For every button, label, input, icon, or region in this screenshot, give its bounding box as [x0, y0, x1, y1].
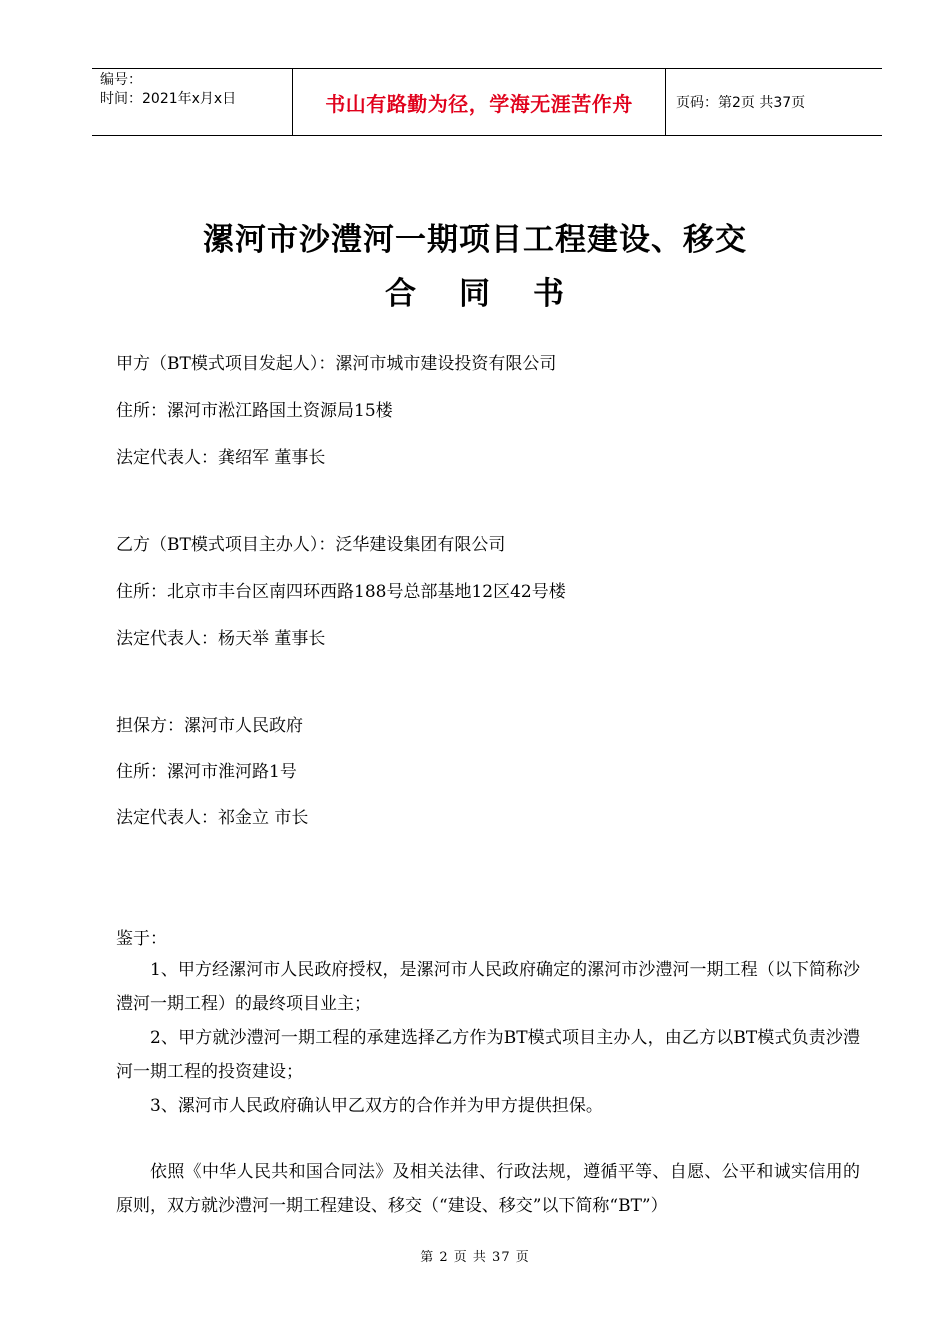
party-b-name: 乙方（BT模式项目主办人）：泛华建设集团有限公司 [116, 535, 506, 555]
header-time-label: 时间：2021年x月x日 [100, 91, 237, 107]
header-motto: 书山有路勤为径，学海无涯苦作舟 [293, 69, 666, 135]
party-a-name: 甲方（BT模式项目发起人）：漯河市城市建设投资有限公司 [116, 354, 557, 374]
guarantor-name: 担保方：漯河市人民政府 [116, 716, 303, 736]
header-page-label: 页码：第2页 共37页 [676, 95, 806, 111]
page-header [92, 68, 882, 136]
whereas-heading: 鉴于： [116, 929, 167, 949]
whereas-item: 3、漯河市人民政府确认甲乙双方的合作并为甲方提供担保。 [150, 1096, 603, 1116]
basis-paragraph: 依照《中华人民共和国合同法》及相关法律、行政法规，遵循平等、自愿、公平和诚实信用的原则，双方就沙澧河一期工程建设、移交（“建设、移交”以下简称“BT”） [116, 1162, 860, 1216]
whereas-item: 1、甲方经漯河市人民政府授权，是漯河市人民政府确定的漯河市沙澧河一期工程（以下简称沙澧河一期工程）的最终项目业主； [116, 960, 860, 1014]
title-char: 书 [533, 276, 565, 312]
title-char: 同 [459, 276, 491, 312]
party-a-representative: 法定代表人：龚绍军 董事长 [116, 448, 326, 468]
whereas-item: 2、甲方就沙澧河一期工程的承建选择乙方作为BT模式项目主办人，由乙方以BT模式负责沙澧河一期工程的投资建设； [116, 1028, 860, 1082]
party-b-representative: 法定代表人：杨天举 董事长 [116, 629, 326, 649]
document-title-line2 [0, 268, 950, 313]
page-footer: 第 2 页 共 37 页 [420, 1250, 530, 1265]
party-b-address: 住所：北京市丰台区南四环西路188号总部基地12区42号楼 [116, 582, 566, 602]
title-char: 合 [385, 276, 417, 312]
header-code-label: 编号： [100, 72, 142, 88]
guarantor-address: 住所：漯河市淮河路1号 [116, 762, 297, 782]
party-a-address: 住所：漯河市淞江路国土资源局15楼 [116, 401, 393, 421]
document-title-line1: 漯河市沙澧河一期项目工程建设、移交 [203, 222, 747, 258]
header-meta [92, 69, 293, 135]
guarantor-representative: 法定代表人：祁金立 市长 [116, 808, 309, 828]
